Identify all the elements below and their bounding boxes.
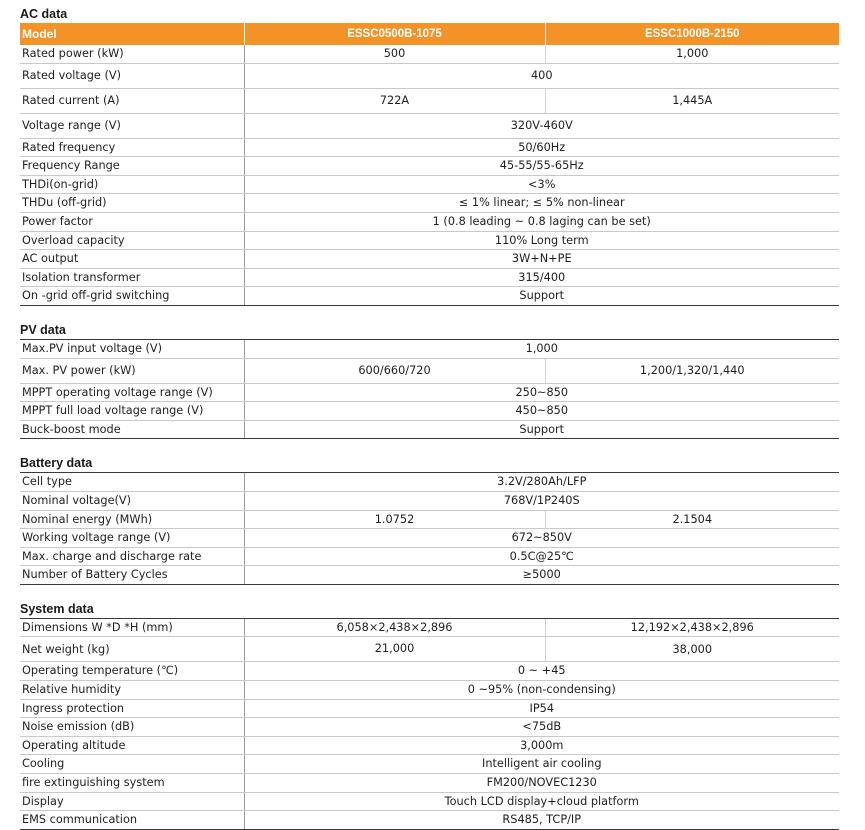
row-value-model2: 12,192×2,438×2,896 xyxy=(545,619,839,637)
row-label: Nominal voltage(V) xyxy=(20,491,244,510)
ac-data-table xyxy=(20,23,839,306)
row-label: Rated voltage (V) xyxy=(20,63,244,88)
row-label: Max. charge and discharge rate xyxy=(20,547,244,566)
row-label: Relative humidity xyxy=(20,681,244,700)
row-label: Display xyxy=(20,792,244,811)
row-label: Voltage range (V) xyxy=(20,113,244,138)
table-row xyxy=(20,637,839,662)
row-value: 672~850V xyxy=(244,529,839,548)
battery-data-table xyxy=(20,473,839,585)
table-row xyxy=(20,383,839,402)
row-value: 0.5C@25℃ xyxy=(244,547,839,566)
table-row xyxy=(20,718,839,737)
pv-section-title: PV data xyxy=(20,322,66,337)
row-value: 50/60Hz xyxy=(244,138,839,157)
row-label: Noise emission (dB) xyxy=(20,718,244,737)
row-label: fire extinguishing system xyxy=(20,774,244,793)
row-label: Working voltage range (V) xyxy=(20,529,244,548)
row-value: 315/400 xyxy=(244,268,839,287)
model-header-label: Model xyxy=(20,23,244,45)
model-header-2: ESSC1000B-2150 xyxy=(545,23,839,45)
row-value: 768V/1P240S xyxy=(244,491,839,510)
battery-section-title: Battery data xyxy=(20,456,93,471)
table-row xyxy=(20,113,839,138)
row-label: EMS communication xyxy=(20,811,244,830)
row-label: THDu (off-grid) xyxy=(20,194,244,213)
table-row xyxy=(20,250,839,269)
row-value-model2: 1,000 xyxy=(545,45,839,63)
row-value-model1: 600/660/720 xyxy=(244,358,545,383)
row-label: Rated power (kW) xyxy=(20,45,244,63)
row-label: MPPT operating voltage range (V) xyxy=(20,383,244,402)
row-value-model2: 1,200/1,320/1,440 xyxy=(545,358,839,383)
table-row xyxy=(20,63,839,88)
table-row xyxy=(20,662,839,681)
row-label: Ingress protection xyxy=(20,699,244,718)
table-row xyxy=(20,736,839,755)
row-label: Overload capacity xyxy=(20,231,244,250)
table-row xyxy=(20,358,839,383)
table-row xyxy=(20,681,839,700)
row-value: 320V-460V xyxy=(244,113,839,138)
row-value: RS485, TCP/IP xyxy=(244,811,839,830)
row-label: Dimensions W *D *H (mm) xyxy=(20,619,244,637)
row-label: Rated frequency xyxy=(20,138,244,157)
row-value: ≤ 1% linear; ≤ 5% non-linear xyxy=(244,194,839,213)
row-value: 110% Long term xyxy=(244,231,839,250)
row-value: 0 ~95% (non-condensing) xyxy=(244,681,839,700)
row-value: 45-55/55-65Hz xyxy=(244,157,839,176)
table-row xyxy=(20,774,839,793)
row-label: Cell type xyxy=(20,473,244,491)
row-value: 3,000m xyxy=(244,736,839,755)
model-header-1: ESSC0500B-1075 xyxy=(244,23,545,45)
row-label: Cooling xyxy=(20,755,244,774)
table-row xyxy=(20,755,839,774)
row-value: 0 ~ +45 xyxy=(244,662,839,681)
table-row xyxy=(20,157,839,176)
table-row xyxy=(20,811,839,830)
table-row xyxy=(20,619,839,637)
row-value: 400 xyxy=(244,63,839,88)
row-value: 1,000 xyxy=(244,340,839,358)
row-label: Net weight (kg) xyxy=(20,637,244,662)
table-row xyxy=(20,268,839,287)
row-label: Rated current (A) xyxy=(20,88,244,113)
row-value-model1: 722A xyxy=(244,88,545,113)
row-value-model1: 6,058×2,438×2,896 xyxy=(244,619,545,637)
row-label: Isolation transformer xyxy=(20,268,244,287)
table-row xyxy=(20,491,839,510)
row-value: IP54 xyxy=(244,699,839,718)
row-label: Operating temperature (℃) xyxy=(20,662,244,681)
row-value-model2: 2.1504 xyxy=(545,510,839,529)
row-value: 1 (0.8 leading ~ 0.8 laging can be set) xyxy=(244,212,839,231)
row-value: Support xyxy=(244,287,839,306)
table-row xyxy=(20,699,839,718)
row-value: Support xyxy=(244,420,839,439)
table-row xyxy=(20,510,839,529)
system-data-table xyxy=(20,619,839,830)
row-value-model1: 1.0752 xyxy=(244,510,545,529)
row-value: 3.2V/280Ah/LFP xyxy=(244,473,839,491)
row-label: Operating altitude xyxy=(20,736,244,755)
row-label: AC output xyxy=(20,250,244,269)
table-row xyxy=(20,194,839,213)
row-value: 250~850 xyxy=(244,383,839,402)
row-value: <75dB xyxy=(244,718,839,737)
row-label: Nominal energy (MWh) xyxy=(20,510,244,529)
row-value-model1: 500 xyxy=(244,45,545,63)
row-label: Number of Battery Cycles xyxy=(20,566,244,585)
ac-section-title: AC data xyxy=(20,7,68,21)
table-row xyxy=(20,473,839,491)
row-label: Max. PV power (kW) xyxy=(20,358,244,383)
table-row xyxy=(20,287,839,306)
table-row xyxy=(20,45,839,63)
table-row xyxy=(20,402,839,421)
row-value-model2: 38,000 xyxy=(545,637,839,662)
row-value-model1: 21,000 xyxy=(244,637,545,662)
table-row xyxy=(20,420,839,439)
row-value: Touch LCD display+cloud platform xyxy=(244,792,839,811)
row-value: <3% xyxy=(244,175,839,194)
table-row xyxy=(20,529,839,548)
row-label: THDi(on-grid) xyxy=(20,175,244,194)
row-label: Frequency Range xyxy=(20,157,244,176)
row-label: Power factor xyxy=(20,212,244,231)
table-row xyxy=(20,212,839,231)
table-row xyxy=(20,88,839,113)
row-label: Buck-boost mode xyxy=(20,420,244,439)
row-value: 450~850 xyxy=(244,402,839,421)
system-section-title: System data xyxy=(20,601,94,616)
row-label: On -grid off-grid switching xyxy=(20,287,244,306)
table-row xyxy=(20,566,839,585)
row-value: Intelligent air cooling xyxy=(244,755,839,774)
table-row xyxy=(20,547,839,566)
row-label: MPPT full load voltage range (V) xyxy=(20,402,244,421)
row-value-model2: 1,445A xyxy=(545,88,839,113)
row-value: FM200/NOVEC1230 xyxy=(244,774,839,793)
table-row xyxy=(20,175,839,194)
row-value: 3W+N+PE xyxy=(244,250,839,269)
row-label: Max.PV input voltage (V) xyxy=(20,340,244,358)
table-row xyxy=(20,138,839,157)
pv-data-table xyxy=(20,340,839,439)
table-row xyxy=(20,340,839,358)
table-row xyxy=(20,231,839,250)
table-row xyxy=(20,792,839,811)
model-header-row xyxy=(20,23,839,45)
row-value: ≥5000 xyxy=(244,566,839,585)
